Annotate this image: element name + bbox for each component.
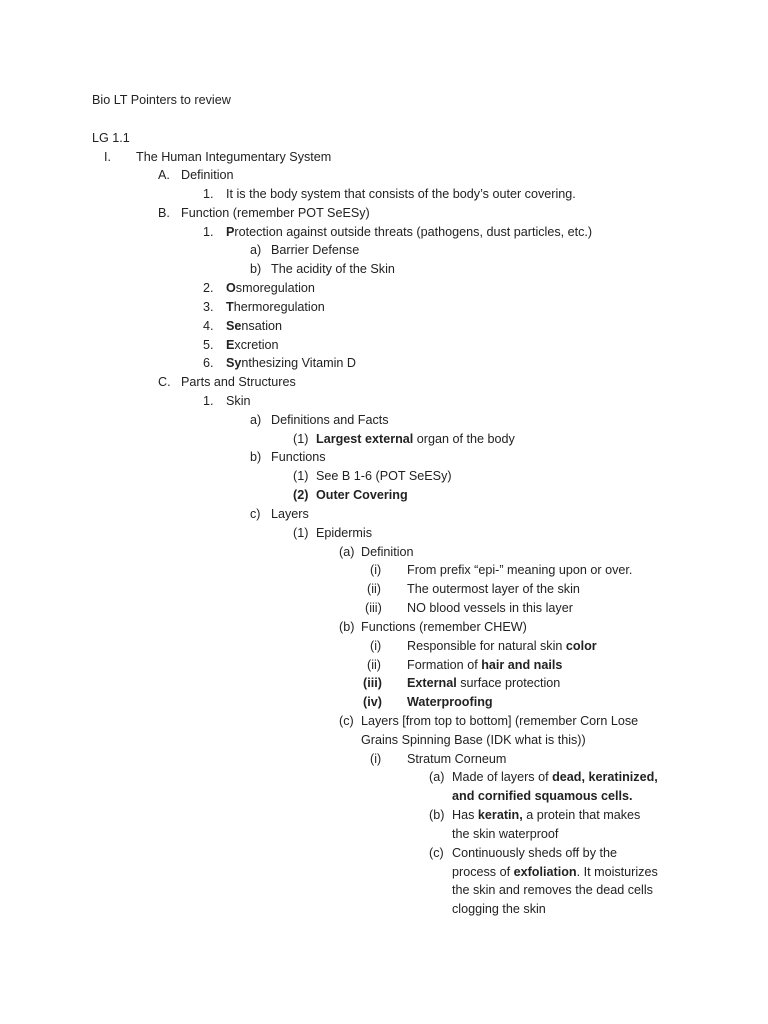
outline-text xyxy=(452,863,658,882)
outline-marker: (iii) xyxy=(365,601,382,615)
bold-text-run: dead, keratinized, xyxy=(552,770,658,784)
outline-marker: A. xyxy=(158,168,170,182)
outline-text xyxy=(407,674,560,693)
text-run: It is the body system that consists of the body’s outer covering. xyxy=(226,187,576,201)
bold-text-run: O xyxy=(226,281,236,295)
text-run: surface protection xyxy=(456,676,561,690)
text-run: a protein that makes xyxy=(522,808,641,822)
outline-marker: (iv) xyxy=(363,695,382,709)
text-run: Responsible for natural skin xyxy=(407,639,566,653)
outline-text xyxy=(226,185,576,204)
bold-text-run: Se xyxy=(226,319,242,333)
outline-marker: (2) xyxy=(293,488,309,502)
text-run: Function (remember POT SeESy) xyxy=(181,206,370,220)
outline-marker: 3. xyxy=(203,300,214,314)
outline-marker: (iii) xyxy=(363,676,382,690)
text-run: process of xyxy=(452,865,514,879)
text-run: The acidity of the Skin xyxy=(271,262,395,276)
outline-marker: 5. xyxy=(203,338,214,352)
bold-text-run: and cornified squamous cells. xyxy=(452,789,633,803)
bold-text-run: E xyxy=(226,338,235,352)
text-run: . It moisturizes xyxy=(576,865,658,879)
text-run: Definition xyxy=(361,545,414,559)
document-title: Bio LT Pointers to review xyxy=(92,93,231,107)
bold-text-run: Waterproofing xyxy=(407,695,493,709)
outline-marker: (a) xyxy=(339,545,355,559)
text-run: Layers xyxy=(271,507,309,521)
text-run: smoregulation xyxy=(235,281,315,295)
text-run: Parts and Structures xyxy=(181,375,296,389)
text-run: Formation of xyxy=(407,658,482,672)
outline-text xyxy=(452,881,653,900)
outline-text xyxy=(136,148,331,167)
text-run: Functions xyxy=(271,450,326,464)
outline-text xyxy=(226,298,325,317)
outline-text xyxy=(452,844,617,863)
outline-marker: 2. xyxy=(203,281,214,295)
bold-text-run: Outer Covering xyxy=(316,488,408,502)
outline-text xyxy=(452,787,633,806)
text-run: Skin xyxy=(226,394,251,408)
text-run: Has xyxy=(452,808,478,822)
outline-text xyxy=(407,656,562,675)
outline-marker: (a) xyxy=(429,770,445,784)
bold-text-run: T xyxy=(226,300,234,314)
outline-text xyxy=(226,392,251,411)
bold-text-run: keratin, xyxy=(477,808,523,822)
outline-text xyxy=(407,599,573,618)
outline-marker: (ii) xyxy=(367,658,381,672)
bold-text-run: Sy xyxy=(226,356,242,370)
text-run: Definition xyxy=(181,168,234,182)
text-run: NO blood vessels in this layer xyxy=(407,601,573,615)
outline-text xyxy=(407,693,493,712)
bold-text-run: External xyxy=(407,676,457,690)
outline-text xyxy=(226,354,356,373)
text-run: From prefix “epi-” meaning upon or over. xyxy=(407,563,633,577)
text-run: Made of layers of xyxy=(452,770,553,784)
outline-marker: (c) xyxy=(339,714,354,728)
outline-marker: B. xyxy=(158,206,170,220)
bold-text-run: Largest external xyxy=(316,432,414,446)
outline-marker: 6. xyxy=(203,356,214,370)
text-run: the skin waterproof xyxy=(452,827,559,841)
outline-marker: 4. xyxy=(203,319,214,333)
outline-marker: (i) xyxy=(370,752,382,766)
outline-text xyxy=(361,543,414,562)
text-run: Epidermis xyxy=(316,526,372,540)
outline-text xyxy=(271,241,359,260)
outline-marker: (b) xyxy=(339,620,355,634)
outline-marker: a) xyxy=(250,243,262,257)
outline-text xyxy=(316,467,452,486)
outline-text xyxy=(452,825,558,844)
outline-marker: (ii) xyxy=(367,582,381,596)
section-heading: LG 1.1 xyxy=(92,131,130,145)
outline-marker: C. xyxy=(158,375,171,389)
text-run: See B 1-6 (POT SeESy) xyxy=(316,469,452,483)
text-run: hermoregulation xyxy=(233,300,325,314)
outline-text xyxy=(407,580,580,599)
text-run: Layers [from top to bottom] (remember Corn Lose xyxy=(361,714,639,728)
outline-marker: 1. xyxy=(203,394,214,408)
outline-marker: c) xyxy=(250,507,261,521)
text-run: the skin and removes the dead cells xyxy=(452,883,653,897)
bold-text-run: hair and nails xyxy=(481,658,563,672)
outline-text xyxy=(407,561,632,580)
outline-text xyxy=(181,373,296,392)
outline-marker: 1. xyxy=(203,225,214,239)
outline-marker: (1) xyxy=(293,432,309,446)
outline-text xyxy=(361,731,586,750)
outline-text xyxy=(316,486,408,505)
text-run: The outermost layer of the skin xyxy=(407,582,580,596)
outline-marker: (i) xyxy=(370,563,382,577)
outline-marker: (1) xyxy=(293,469,309,483)
text-run: Barrier Defense xyxy=(271,243,360,257)
outline-text xyxy=(361,712,638,731)
outline-text xyxy=(316,430,515,449)
outline-marker: I. xyxy=(104,150,111,164)
text-run: xcretion xyxy=(234,338,279,352)
text-run: Functions (remember CHEW) xyxy=(361,620,527,634)
outline-text xyxy=(407,637,597,656)
outline-text xyxy=(452,900,546,919)
outline-marker: (1) xyxy=(293,526,309,540)
outline-text xyxy=(271,448,326,467)
text-run: nthesizing Vitamin D xyxy=(241,356,356,370)
outline-marker: (c) xyxy=(429,846,444,860)
outline-marker: a) xyxy=(250,413,262,427)
outline-text xyxy=(407,750,506,769)
bold-text-run: color xyxy=(565,639,597,653)
outline-text xyxy=(181,166,234,185)
text-run: The Human Integumentary System xyxy=(136,150,332,164)
text-run: rotection against outside threats (pathogens, dust particles, etc.) xyxy=(234,225,593,239)
text-run: Stratum Corneum xyxy=(407,752,507,766)
outline-marker: b) xyxy=(250,262,262,276)
text-run: Definitions and Facts xyxy=(271,413,389,427)
text-run: clogging the skin xyxy=(452,902,546,916)
outline-text xyxy=(181,204,370,223)
outline-marker: (i) xyxy=(370,639,382,653)
outline-text xyxy=(271,260,395,279)
text-run: Continuously sheds off by the xyxy=(452,846,617,860)
outline-text xyxy=(452,768,658,787)
bold-text-run: exfoliation xyxy=(513,865,577,879)
outline-text xyxy=(226,336,279,355)
outline-text xyxy=(452,806,640,825)
outline-text xyxy=(271,411,389,430)
outline-text xyxy=(361,618,527,637)
outline-marker: 1. xyxy=(203,187,214,201)
outline-marker: (b) xyxy=(429,808,445,822)
outline-text xyxy=(226,223,592,242)
outline-text xyxy=(226,279,315,298)
bold-text-run: P xyxy=(226,225,235,239)
outline-text xyxy=(316,524,372,543)
outline-text xyxy=(271,505,309,524)
text-run: nsation xyxy=(241,319,283,333)
outline-text xyxy=(226,317,282,336)
text-run: organ of the body xyxy=(413,432,515,446)
outline-marker: b) xyxy=(250,450,262,464)
text-run: Grains Spinning Base (IDK what is this)) xyxy=(361,733,586,747)
